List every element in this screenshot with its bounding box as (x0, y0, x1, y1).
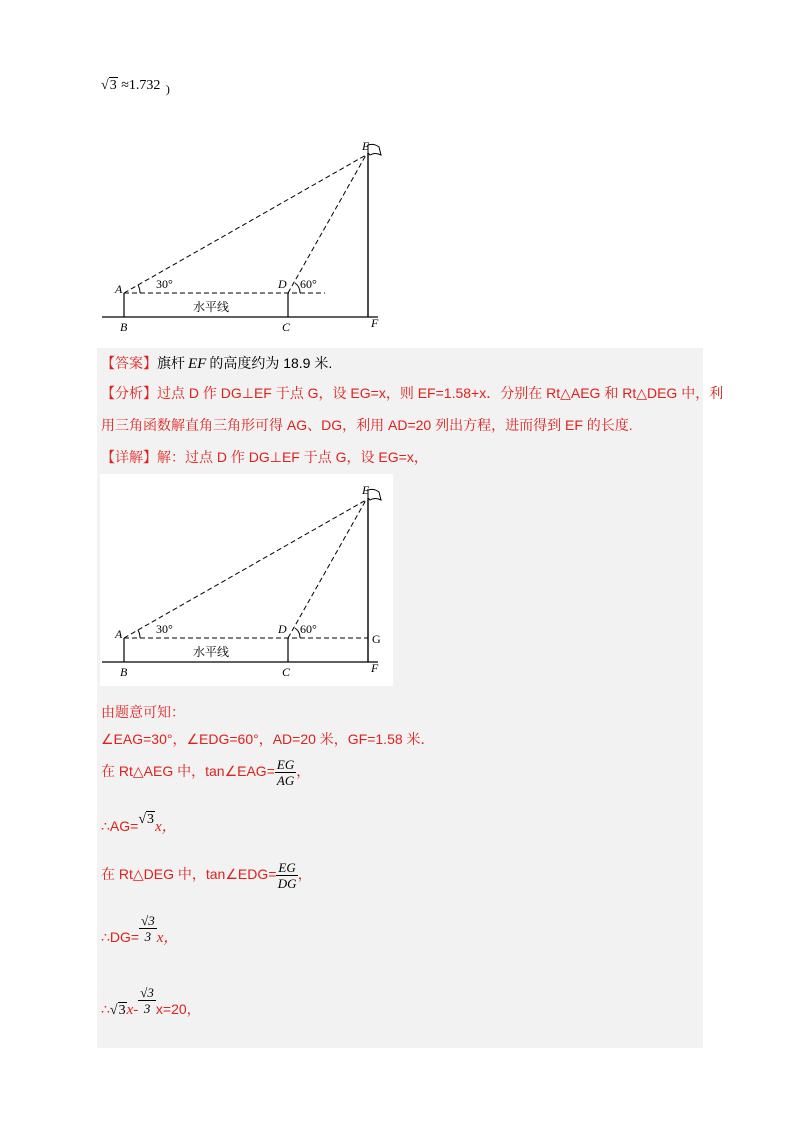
analysis-line-1 (101, 383, 723, 403)
step-5-suffix: x=20， (155, 1001, 201, 1018)
label-c: C (282, 320, 291, 334)
analysis-line-2 (101, 415, 633, 435)
step-1 (101, 757, 310, 788)
step-1-suffix: ， (296, 763, 311, 780)
analysis-text-1: 过点 D 作 DG⊥EF 于点 G，设 EG=x，则 EF=1.58+x．分别在 Rt△AEG 和 Rt△DEG 中，利 (157, 385, 724, 401)
sight-line-de-2 (288, 500, 366, 638)
step-2-sqrt: 3 (147, 812, 154, 827)
step-3 (101, 860, 312, 891)
step-4-prefix: ∴DG= (101, 929, 140, 946)
answer-text-after: 的高度约为 18.9 米. (209, 355, 333, 371)
figure-1-diagram (100, 135, 400, 335)
answer-var: EF (188, 356, 207, 372)
label-c-2: C (282, 665, 291, 679)
detail-text: 解：过点 D 作 DG⊥EF 于点 G，设 EG=x， (157, 449, 428, 465)
label-e-2: E (362, 483, 370, 497)
fraction-num: √3 (140, 985, 154, 1000)
fraction-den: AG (276, 773, 295, 788)
step-4 (101, 913, 178, 947)
step-2-suffix: x， (155, 819, 177, 835)
angle-label-a-2: 30° (156, 622, 173, 636)
label-b: B (120, 320, 128, 334)
label-e: E (362, 139, 370, 153)
analysis-tag: 【分析】 (101, 385, 157, 401)
horizontal-label-2: 水平线 (193, 645, 230, 659)
fraction-den: 3 (144, 929, 152, 944)
sight-line-ae (124, 155, 366, 293)
sight-line-ae-2 (124, 500, 366, 638)
fraction-eg-ag (275, 757, 296, 788)
flag-icon (368, 144, 381, 155)
figure-2-diagram (100, 478, 393, 683)
label-a: A (115, 282, 123, 296)
approx-note: √3 ≈1.732 ) (101, 78, 170, 96)
angle-arc-a (138, 285, 140, 293)
label-d: D (278, 277, 287, 291)
fraction-eg-dg (276, 860, 297, 891)
step-2-prefix: ∴AG= (101, 818, 139, 834)
step-3-suffix: ， (297, 866, 312, 883)
angle-arc-a-2 (138, 630, 140, 638)
label-f-2: F (371, 661, 379, 675)
analysis-text-2: 用三角函数解直角三角形可得 AG、DG，利用 AD=20 列出方程，进而得到 EF 的长度. (101, 417, 633, 433)
fraction-num: EG (278, 860, 296, 875)
label-b-2: B (120, 665, 128, 679)
step-5: ∴√3x- $\frac{√3}{3}$ x=20， (101, 985, 201, 1019)
label-d-2: D (278, 622, 287, 636)
fraction-num: EG (276, 757, 295, 772)
angle-label-d-2: 60° (300, 622, 317, 636)
label-g-2: G (372, 632, 381, 646)
answer-line (101, 353, 332, 373)
angle-label-d: 60° (300, 277, 317, 291)
step-1-prefix: 在 Rt△AEG 中，tan∠EAG= (101, 763, 275, 780)
horizontal-label: 水平线 (193, 300, 230, 314)
fraction-den: 3 (143, 1001, 151, 1016)
step-5-mid: x- (126, 1002, 139, 1019)
label-a-2: A (115, 627, 123, 641)
sight-line-de (288, 155, 366, 293)
step-5-prefix: ∴ (101, 1001, 110, 1018)
detail-line (101, 447, 428, 467)
answer-text-before: 旗杆 (157, 355, 185, 371)
given-intro: 由题意可知： (101, 704, 185, 720)
close-paren: ) (165, 82, 170, 96)
sqrt-arg: 3 (109, 78, 117, 93)
step-2: ∴AG=√3x， (101, 812, 177, 835)
fraction-num: √3 (141, 913, 155, 928)
answer-tag: 【答案】 (101, 355, 157, 371)
fraction-den: DG (277, 876, 297, 891)
flag-icon-2 (368, 489, 381, 500)
label-f: F (371, 316, 379, 330)
step-4-suffix: x， (156, 930, 179, 947)
step-5-sqrt: 3 (118, 1003, 126, 1019)
given-values: ∠EAG=30°，∠EDG=60°，AD=20 米，GF=1.58 米． (101, 731, 435, 747)
fraction-sqrt3-3 (139, 913, 157, 944)
angle-label-a: 30° (156, 277, 173, 291)
fraction-sqrt3-3-b (138, 985, 156, 1016)
step-3-prefix: 在 Rt△DEG 中，tan∠EDG= (101, 866, 277, 883)
detail-tag: 【详解】 (101, 449, 157, 465)
approx-value: ≈1.732 (121, 78, 161, 93)
